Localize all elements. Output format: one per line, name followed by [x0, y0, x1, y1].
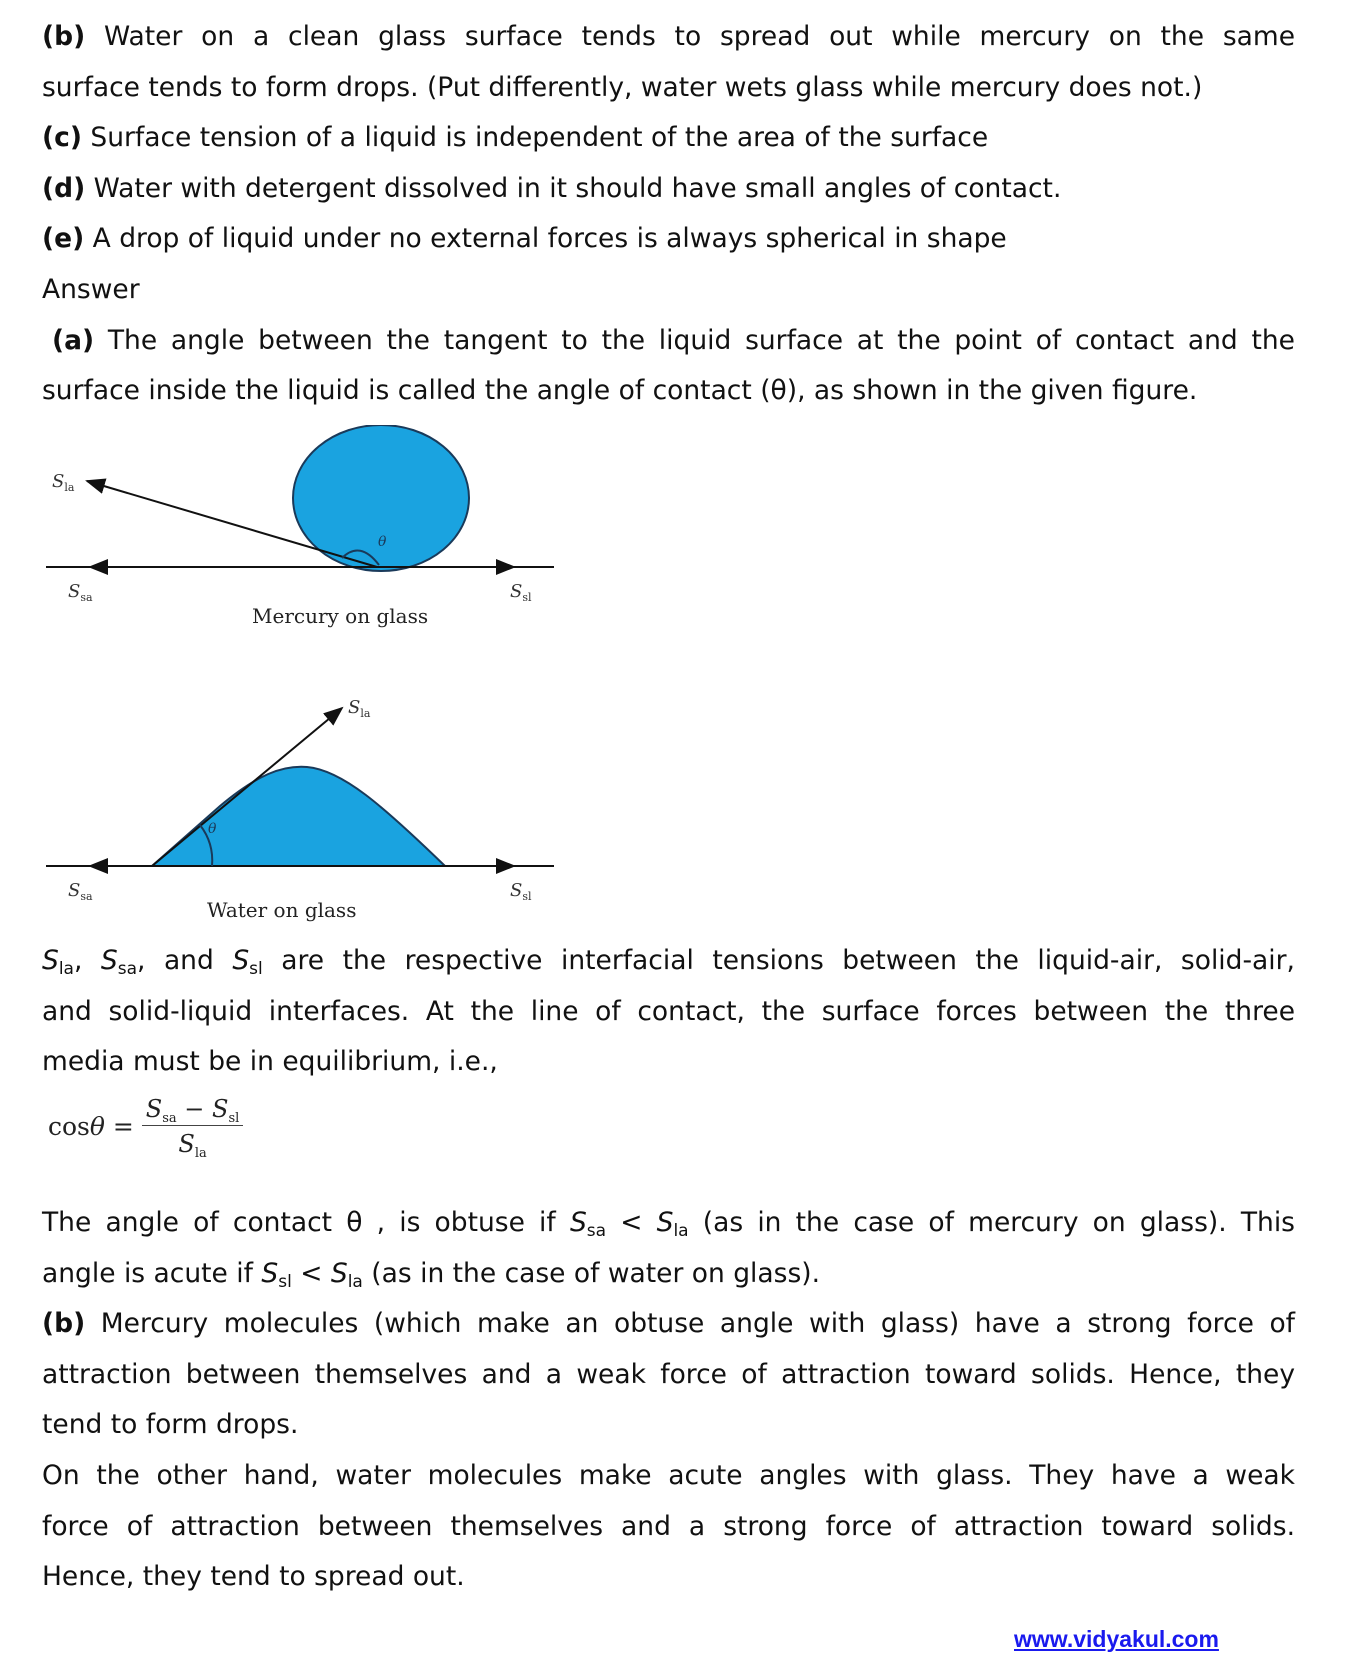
question-e: (e) A drop of liquid under no external forces is always spherical in shape: [42, 223, 1007, 254]
svg-text:Sla: $S_{la}$: [52, 471, 75, 494]
mercury-caption: Mercury on glass: [252, 604, 429, 628]
water-caption: Water on glass: [207, 898, 357, 922]
water-on-glass-figure: [42, 675, 562, 925]
vidyakul-link[interactable]: www.vidyakul.com: [1014, 1626, 1219, 1652]
question-c: (c) Surface tension of a liquid is independent of the area of the surface: [42, 122, 989, 153]
answer-heading: Answer: [42, 274, 140, 305]
label-b: (b): [42, 21, 86, 52]
mercury-on-glass-figure: [42, 425, 562, 635]
question-d: (d) Water with detergent dissolved in it should have small angles of contact.: [42, 173, 1062, 204]
svg-text:Sla: $S_{la}$: [348, 697, 371, 720]
svg-text:θ: θ: [378, 534, 387, 550]
svg-text:Ssl: $S_{sl}$: [510, 581, 532, 604]
water-drop: [152, 767, 445, 866]
contact-angle-equation: cosθ = $S_{sa} - S_{sl}$ $S_{la}$: [48, 1095, 243, 1158]
svg-text:Ssa: $S_{sa}$: [68, 880, 93, 903]
svg-text:Ssa: $S_{sa}$: [68, 581, 93, 604]
svg-text:Ssl: $S_{sl}$: [510, 880, 532, 903]
svg-text:θ: θ: [208, 821, 217, 837]
